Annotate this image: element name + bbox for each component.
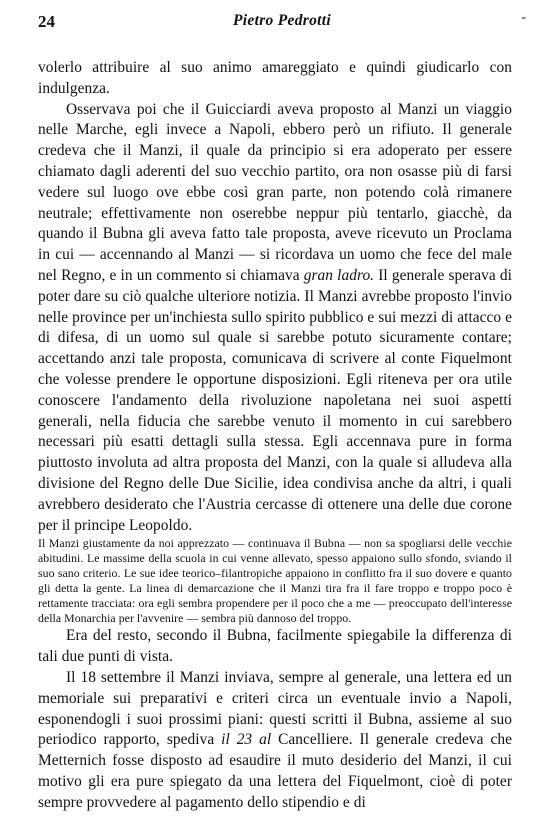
paragraph-4-text-b: Cancelliere. Il generale credeva che Metternich fosse disposto ad esaudire il muto desiderio del Manzi, il cui motivo gli era pure spiegato da una lettera del Fiquelmont, cioè di poter sempre provvedere al pagamento dello stipendio e di <box>38 731 512 811</box>
running-title: Pietro Pedrotti <box>233 12 331 29</box>
page-body <box>38 58 512 814</box>
paragraph-4-italic: il 23 al <box>221 731 272 749</box>
paragraph-4-text-a: Il 18 settembre il Manzi inviava, sempre al generale, una lettera ed un memoriale sui preparativi e criteri circa un eventuale invio a Napoli, esponendogli i suoi prossimi piani: questi scritti il Bubna, assieme al suo periodico rapporto, spediva <box>38 668 512 749</box>
paragraph-2 <box>38 100 512 537</box>
paragraph-2-text-a: Osservava poi che il Guicciardi aveva proposto al Manzi un viaggio nelle Marche, egli invece a Napoli, ebbero però un rifiuto. Il generale credeva che il Manzi, il quale da principio si era adoperato per essere chiamato dagli aderenti del suo vecchio partito, ora non osasse più di farsi vedere sul luogo ove ebbe così gran parte, non potendo colà rimanere neutrale; effettivamente non oserebbe neppur più tentarlo, giacchè, da quando il Bubna gli aveva fatto tale proposta, aveve ricevuto un Proclama in cui — accennando al Manzi — si ricordava un uomo che fece del male nel Regno, e in un commento si chiamava <box>38 100 512 284</box>
header-mark: - <box>521 10 526 25</box>
paragraph-3: Era del resto, secondo il Bubna, facilmente spiegabile la differenza di tali due punti di vista. <box>38 627 512 666</box>
paragraph-4 <box>38 668 512 814</box>
quoted-note: Il Manzi giustamente da noi apprezzato — continuava il Bubna — non sa spogliarsi delle vecchie abitudini. Le massime della scuola in cui venne allevato, spesso appaiono sullo sfondo, sviando il suo sano criterio. Le sue idee teorico–filantropiche appaiono in conflitto fra il suo dovere e quanto gli detta la gente. La linea di demarcazione che il Manzi tira fra il fare troppo e troppo poco è rettamente tracciata: ora egli sembra propendere per il poco che a me — preoccupato dell'interesse della Monarchia per l'avvenire — sembra più dannoso del troppo. <box>38 536 512 626</box>
paragraph-2-italic: gran ladro. <box>303 266 375 284</box>
paragraph-1: volerlo attribuire al suo animo amareggiato e quindi giudicarlo con indulgenza. <box>38 59 512 97</box>
page-number: 24 <box>38 12 55 31</box>
page-header <box>38 12 526 34</box>
paragraph-2-text-b: Il generale sperava di poter dare su ciò qualche ulteriore notizia. Il Manzi avrebbe proposto l'invio nelle province per un'inchiesta sullo spirito pubblico e sui mezzi di attacco e di difesa, di un uomo sul quale si sarebbe potuto sicuramente contare; accettando anzi tale proposta, comunicava di scrivere al conte Fiquelmont che volesse prendere le opportune disposizioni. Egli riteneva per ora utile conoscere l'andamento della rivoluzione napoletana nei suoi aspetti generali, nella fiducia che sarebbe venuto il momento in cui sarebbero necessari più esatti dettagli sulla stessa. Egli accennava pure in forma piuttosto involuta ad altra proposta del Manzi, con la quale si alludeva alla divisione del Regno delle Due Sicilie, idea condivisa anche da altri, i quali avrebbero desiderato che l'Austria cercasse di ottenere una delle due corone per il principe Leopoldo. <box>38 266 512 534</box>
